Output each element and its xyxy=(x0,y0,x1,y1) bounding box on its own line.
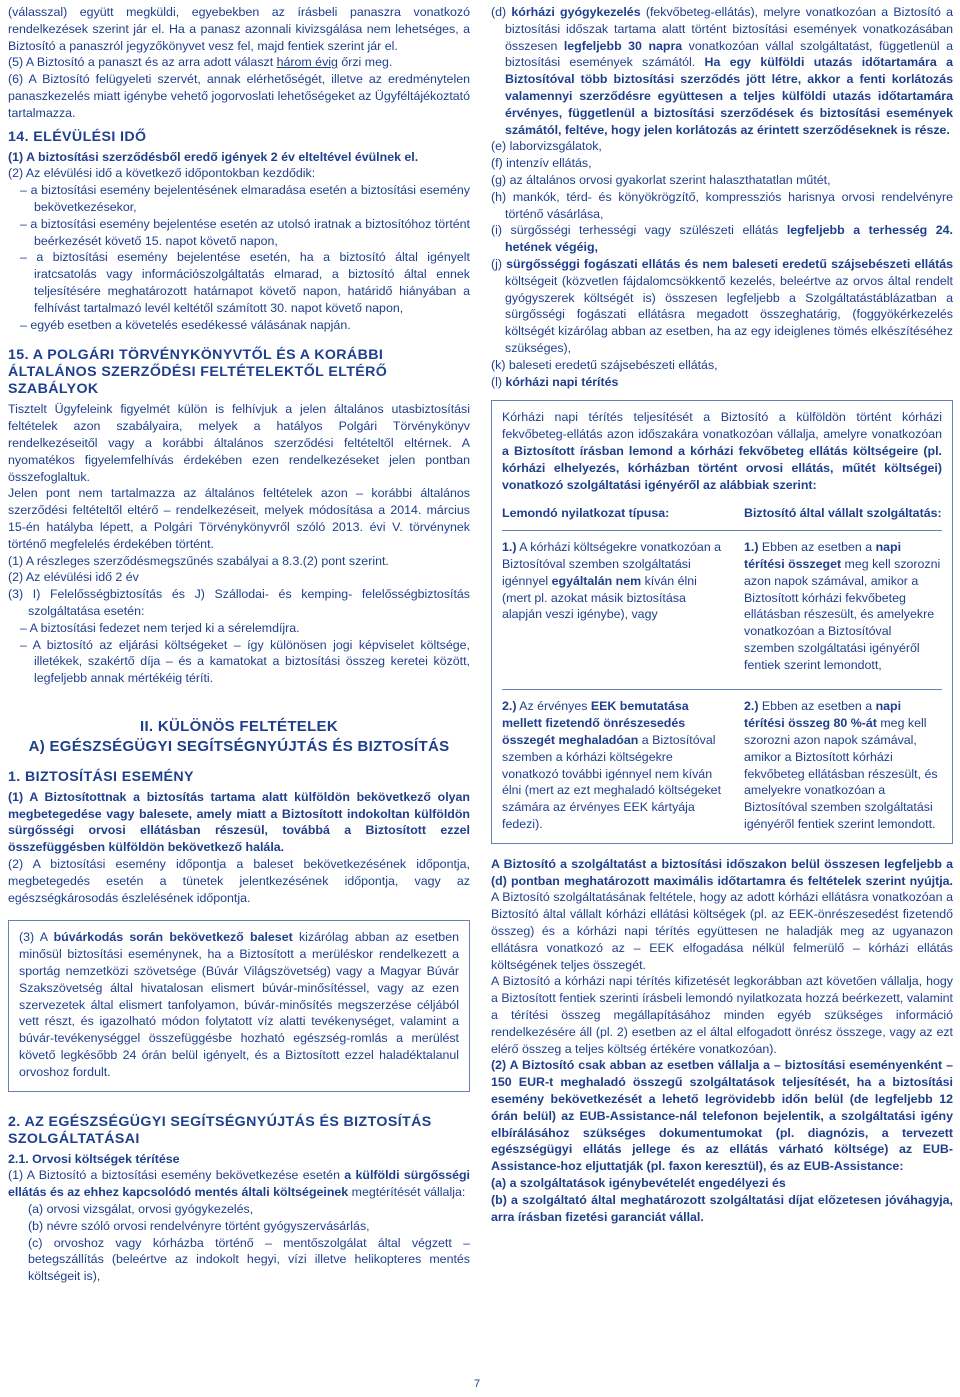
service-header: Biztosító által vállalt szolgáltatás: xyxy=(744,506,942,521)
item-f: (f) intenzív ellátás, xyxy=(491,156,592,171)
section-2-1-point-1: (1) A Biztosító a biztosítási esemény bekövetkezése esetén a külföldi sürgősségi ellátás és az ehhez kapcsolódó mentés általi költségeinek megtérítését vállalja: xyxy=(8,1168,470,1200)
section-2-1-heading: 2.1. Orvosi költségek térítése xyxy=(8,1151,180,1166)
section-14-heading: 14. ELÉVÜLÉSI IDŐ xyxy=(8,128,147,145)
section-2-heading: 2. AZ EGÉSZSÉGÜGYI SEGÍTSÉGNYÚJTÁS ÉS BIZTOSÍTÁS SZOLGÁLTATÁSAI xyxy=(8,1113,432,1147)
item-d-hospital-treatment: (d) kórházi gyógykezelés (fekvőbeteg-ellátás), melyre vonatkozóan a Biztosító a biztosítási időszak tartama alatt történt biztosítási események vonatkozásában összesen legfeljebb 30 napra vonatkozóan vállal szolgáltatást, függetlenül a biztosítási események számától. Ha egy külföldi utazás időtartamára a Biztosítóval több biztosítási szerződés jött létre, akkor a fenti korlátozás valamennyi szerződésre együttesen a teljes külföldi utazás időtartamára érvényes, függetlenül a biztosítási szerződések és biztosítási események számától, feltéve, hogy jelen korlátozás az érintett szerződéseknek is része. xyxy=(491,5,953,137)
section-2-1-item-b: (b) névre szóló orvosi rendelvényre történt gyógyszervásárlás, xyxy=(28,1218,370,1233)
assistance-condition-point-2: (2) A Biztosító csak abban az esetben vállalja a – biztosítási eseményenként – 150 EUR-t meghaladó összegű szolgáltatások teljesítését, ha a biztosítási esemény bekövetkezését a lehető legrövidebb időn belül (de legfeljebb 12 órán belül) az EUB-Assistance-nál telefonon bejelentik, a szolgáltatási igény elbírálásához szükséges dokumentumokat (pl. diagnózis, a tervezett egészségügyi ellátás jellege és az ellátás várható költsége) az EUB-Assistance-hoz eljuttatják (pl. faxon keresztül), és az EUB-Assistance: xyxy=(491,1058,953,1174)
item-h: (h) mankók, térd- és könyökrögzítő, kompressziós harisnya orvosi rendelvényre történő vásárlása, xyxy=(491,189,953,221)
panasz-point-6: (6) A Biztosító felügyeleti szervét, annak elérhetőségét, illetve az eredménytelen panaszkezelés miatt igénybe vehető jogorvoslati lehetőségeket az Ügyféltájékoztató tartalmazza. xyxy=(8,72,470,120)
section-14-point-2: (2) Az elévülési idő a következő időpontokban kezdődik: xyxy=(8,166,316,181)
item-e: (e) laborvizsgálatok, xyxy=(491,139,602,154)
section-15-dash-1: – A biztosítási fedezet nem terjed ki a sérelemdíjra. xyxy=(20,620,300,635)
section-14-dash-1: – a biztosítási esemény bejelentésének elmaradása esetén a biztosítási esemény bekövetkezésekor, xyxy=(20,183,470,214)
special-conditions-banner xyxy=(8,717,470,757)
section-15-dash-2: – A biztosító az eljárási költségeket – így különösen jogi képviselet költsége, illetékek, szakértő díja – és a kamatokat a biztosítási összeg keretei között, legfeljebb annak mértékéig téríti. xyxy=(20,637,470,686)
service-limit-paragraph: A Biztosító a szolgáltatást a biztosítási időszakon belül összesen legfeljebb a (d) pontban meghatározott maximális időtartamra és feltételek szerint nyújtja. A Biztosító szolgáltatásának feltétele, hogy az adott kórházi ellátásra vonatkozóan a Biztosító által vállalt kórházi ellátási költségek (pl. az EEK-önrészesedést fizetendő összeg) és a kórházi napi térítés együttesen ne haladják meg az ugyanazon ellátásra vonatkozó az – EEK elfogadása nélkül felmerülő – kórházi ellátás költségének teljes összegét. xyxy=(491,856,953,972)
diving-accident-text: (3) A búvárkodás során bekövetkező baleset kizárólag abban az esetben minősül biztosítási eseménynek, ha a Biztosított a merüléskor rendelkezett a sportág nemzetközi szövetsége (Búvár Világszövetség) vagy a Magyar Búvár Szakszövetség által hivatalosan elismert búvár-minősítéssel, vagy az ezen szervezetek által elismert tanfolyamon, búvár-minősítés megszerzése céljából vett részt, és igazolható módon folytatott víz alatti tevékenységet, valamint a búvár-tevékenységgel összefüggésbe hozható egészség-romlás a merülést követő legkésőbb 24 órán belül igényelt, és a Biztosított ezzel haladéktalanul orvoshoz fordult. xyxy=(19,930,459,1079)
item-l: (l) kórházi napi térítés xyxy=(491,374,619,389)
assistance-condition-a: (a) a szolgáltatások igénybevételét engedélyezi és xyxy=(491,1176,786,1190)
panasz-continuation: (válasszal) együtt megküldi, egyebekben az írásbeli panaszra vonatkozó rendelkezések szerint jár el. Ha a panasz azonnali kivizsgálása nem lehetséges, a Biztosító a panaszról jegyzőkönyvet vesz fel, majd fentiek szerint jár el. xyxy=(8,5,470,53)
section-15-point-2: (2) Az elévülési idő 2 év xyxy=(8,570,139,585)
item-j: (j) sürgősséggi fogászati ellátás és nem baleseti eredetű szájsebészeti ellátás költségeit (közvetlen fájdalomcsökkentő kezelés, beleértve az orvos által rendelt gyógyszerek költségét is) összesen legfeljebb a Szolgáltatástáblázatban a sürgősségi fogászati ellátásra megadott összeghatárig, (foggyökérkezelés költségét kizárólag abban az esetben, ha az egy ideiglenes tömés elkészítéséhez szükséges), xyxy=(491,256,954,355)
section-15-intro: Tisztelt Ügyfeleink figyelmét külön is felhívjuk a jelen általános utasbiztosítási feltételek azon szabályaira, melyek a hatályos Polgári Törvénykönyv rendelkezéseitől vagy a korábbi általános szerződési feltételtől eltérnek. A nyomatékos figyelemfelhívás érdekében ezen rendelkezéseket jelen pontban összefoglaltuk. xyxy=(8,402,470,484)
panasz-point-5: (5) A Biztosító a panaszt és az arra adott választ három évig őrzi meg. xyxy=(8,55,393,70)
section-15-note: Jelen pont nem tartalmazza az általános feltételek azon – korábbi általános szerződési feltételtől eltérő – rendelkezéseit, melyek módosítása a 2014. március 15-én hatályba lépett, a Polgári Törvénykönyvről szóló 2013. évi V. törvénynek történő megfelelés érdekében történt. xyxy=(8,486,470,551)
section-14-dash-3: – a biztosítási esemény bejelentése esetén, ha a biztosító által igényelt iratcsatolás vagy információszolgáltatás elmarad, a biztosító által ennek teljesítésére meghatározott határnapot követő napon, határidő hiányában a felhívást tartalmazó levél keltétől számított 30. napot követő napon, xyxy=(20,250,470,315)
section-14-dash-2: – a biztosítási esemény bejelentése esetén az utolsó iratnak a biztosítóhoz történt beérkezését követő 15. napot követő napon, xyxy=(20,216,470,248)
waiver-table xyxy=(502,499,942,833)
assistance-condition-b: (b) a szolgáltató által meghatározott szolgáltatási díjat előzetesen jóváhagyja, arra írásban fizetési garanciát vállal. xyxy=(491,1192,953,1224)
item-i: (i) sürgősségi terhességi vagy szülészeti ellátás legfeljebb a terhesség 24. hetének végéig, xyxy=(491,223,953,255)
section-2-1-item-c: (c) orvoshoz vagy kórházba történő – mentőszolgálat által végzett – betegszállítás (beleértve az indokolt hegyi, vízi illetve helikopteres mentés költségeit is), xyxy=(28,1235,470,1284)
waiver-row-2-service: 2.) Ebben az esetben a napi térítési összeg 80 %-át meg kell szorozni azon napok számával, amikor a Biztosított kórházi fekvőbeteg ellátásban részesült, és amelyekre vonatkozóan a Biztosítóval szemben szolgáltatási igényéről fentiek szerint lemondott. xyxy=(744,690,942,833)
section-15-heading: 15. A POLGÁRI TÖRVÉNYKÖNYVTŐL ÉS A KORÁBBI ÁLTALÁNOS SZERZŐDÉSI FELTÉTELEKTŐL ELTÉRŐ SZABÁLYOK xyxy=(8,347,388,398)
waiver-row-1-type: 1.) A kórházi költségekre vonatkozóan a Biztosítóval szemben szolgáltatási igénnyel egyáltalán nem kíván élni (mert pl. azokat másik biztosítása alapján veszi igénybe), vagy xyxy=(502,531,744,690)
section-1-point-2: (2) A biztosítási esemény időpontja a baleset bekövetkezésének időpontja, megbetegedés esetén a tünetek jelentkezésének időpontja, vagy az egészségkárosodás észlelésének időpontja. xyxy=(8,857,470,905)
section-2-1-item-a: (a) orvosi vizsgálat, orvosi gyógykezelés, xyxy=(28,1202,254,1217)
left-column xyxy=(8,4,470,1285)
waiver-type-header: Lemondó nyilatkozat típusa: xyxy=(502,506,670,521)
section-14-dash-4: – egyéb esetben a követelés esedékessé válásának napján. xyxy=(20,317,351,332)
waiver-row-2-type: 2.) Az érvényes EEK bemutatása mellett fizetendő önrészesedés összegét meghaladóan a Biztosítóval szemben a kórházi költségekre vonatkozó további igénnyel nem kíván élni (mert az ezt meghaladó költségeket számára az érvényes EEK kártyája fedezi). xyxy=(502,690,744,833)
section-1-heading: 1. BIZTOSÍTÁSI ESEMÉNY xyxy=(8,768,194,785)
banner-title: II. KÜLÖNÖS FELTÉTELEK xyxy=(140,717,338,735)
section-15-point-1: (1) A részleges szerződésmegszűnés szabályai a 8.3.(2) pont szerint. xyxy=(8,553,389,568)
payment-timing-paragraph: A Biztosító a kórházi napi térítés kifizetését legkorábban azt követően vállalja, hogy a Biztosított fentiek szerinti írásbeli lemondó nyilatkozata hozzá beérkezett, valamint a térítési összeg megállapításához minden egyéb szükséges információ rendelkezésére áll (pl. 2) esetben az el által elfogadott önrész összege, vagy az ezt elérő összeg a teljes költség értékére vonatkozóan). xyxy=(491,974,953,1056)
diving-accident-box xyxy=(8,920,470,1091)
daily-allowance-box xyxy=(491,400,953,844)
item-k: (k) baleseti eredetű szájsebészeti ellátás, xyxy=(491,357,718,372)
waiver-row-2 xyxy=(502,690,942,833)
waiver-row-1-service: 1.) Ebben az esetben a napi térítési összeget meg kell szorozni azon napok számával, amikor a Biztosított kórházi fekvőbeteg ellátásban részesült, és amelyekre vonatkozóan a Biztosítóval szemben szolgáltatási igényéről fentiek szerint lemondott, xyxy=(744,531,942,690)
item-g: (g) az általános orvosi gyakorlat szerint halaszthatatlan műtét, xyxy=(491,172,831,187)
section-14-point-1: (1) A biztosítási szerződésből eredő igények 2 év elteltével évülnek el. xyxy=(8,149,419,164)
banner-subtitle: A) EGÉSZSÉGÜGYI SEGÍTSÉGNYÚJTÁS ÉS BIZTOSÍTÁS xyxy=(28,737,450,755)
waiver-table-header xyxy=(502,499,942,530)
waiver-row-1 xyxy=(502,531,942,690)
right-column xyxy=(491,4,953,1225)
page-number: 7 xyxy=(474,1378,481,1390)
section-15-point-3: (3) I) Felelősségbiztosítás és J) Szállodai- és kemping- felelősségbiztosítás szolgáltatása esetén: xyxy=(8,587,470,618)
daily-allowance-intro: Kórházi napi térítés teljesítését a Biztosító a külföldön történt kórházi fekvőbeteg-ellátás azon időszakára vonatkozóan vállalja, amelyre vonatkozóan a Biztosított írásban lemond a kórházi fekvőbeteg ellátás költségeire (pl. kórházi elhelyezés, kórházban történt orvosi ellátás, műtét költségei) vonatkozó szolgáltatási igényéről az alábbiak szerint: xyxy=(502,410,942,492)
section-1-point-1: (1) A Biztosítottnak a biztosítás tartama alatt külföldön bekövetkező olyan megbetegedése vagy balesete, amely miatt a Biztosított indokoltan külföldön sürgősségi orvosi ellátásban részesül, továbbá a Biztosított ezzel összefüggésben külföldön bekövetkező halála. xyxy=(8,789,470,855)
